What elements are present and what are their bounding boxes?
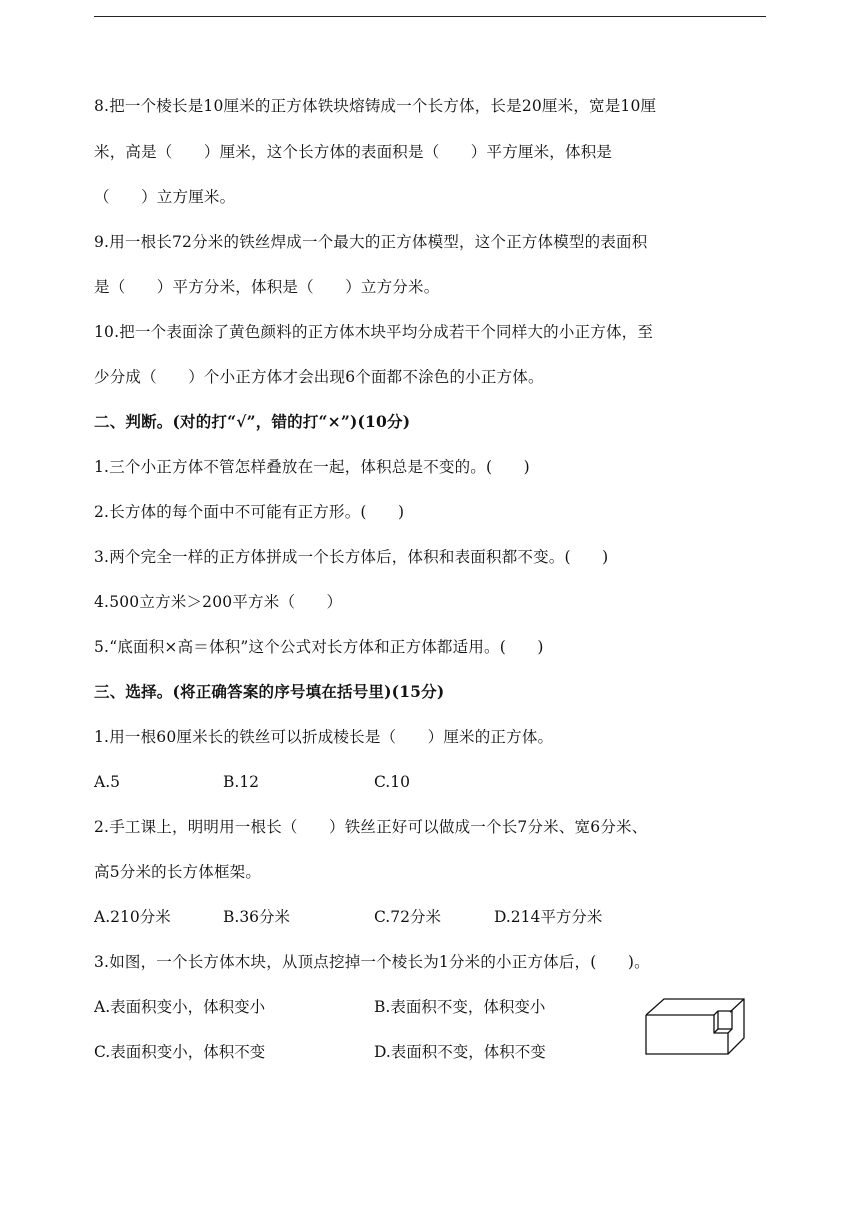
q10-line-1: 10.把一个表面涂了黄色颜料的正方体木块平均分成若干个同样大的小正方体，至 [94, 323, 654, 341]
cuboid-top-notch-edge [730, 999, 744, 1012]
notch-top-link [730, 1011, 732, 1012]
choice-q1: 1.用一根60厘米长的铁丝可以折成棱长是（ ）厘米的正方体。 [94, 728, 554, 746]
choice-q2-option-b: B.36分米 [223, 908, 291, 926]
choice-q1-option-b: B.12 [223, 773, 260, 791]
choice-q3-option-c: C.表面积变小，体积不变 [94, 1043, 266, 1061]
cuboid-top-right-outline [646, 999, 744, 1054]
judge-item-5: 5.“底面积×高＝体积”这个公式对长方体和正方体都适用。( ) [94, 638, 544, 656]
q9-line-2: 是（ ）平方分米，体积是（ ）立方分米。 [94, 278, 440, 296]
cuboid-front-outline [646, 1015, 728, 1054]
judge-item-3: 3.两个完全一样的正方体拼成一个长方体后，体积和表面积都不变。( ) [94, 548, 609, 566]
judge-item-1: 1.三个小正方体不管怎样叠放在一起，体积总是不变的。( ) [94, 458, 530, 476]
choice-q2-line-2: 高5分米的长方体框架。 [94, 863, 262, 881]
header-rule [94, 16, 766, 17]
choice-q3-option-b: B.表面积不变，体积变小 [374, 998, 546, 1016]
q8-line-3: （ ）立方厘米。 [94, 188, 236, 206]
choice-q3: 3.如图，一个长方体木块，从顶点挖掉一个棱长为1分米的小正方体后，( )。 [94, 953, 650, 971]
choice-q2-option-d: D.214平方分米 [494, 908, 603, 926]
q10-line-2: 少分成（ ）个小正方体才会出现6个面都不涂色的小正方体。 [94, 368, 544, 386]
choice-q1-option-c: C.10 [374, 773, 410, 791]
section2-heading: 二、判断。(对的打“√”，错的打“×”)(10分) [94, 412, 411, 431]
cuboid-figure [644, 996, 748, 1058]
judge-item-4: 4.500立方米＞200平方米（ ） [94, 593, 343, 611]
choice-q3-option-a: A.表面积变小，体积变小 [94, 998, 266, 1016]
choice-q2-line-1: 2.手工课上，明明用一根长（ ）铁丝正好可以做成一个长7分米、宽6分米、 [94, 818, 648, 836]
q8-line-1: 8.把一个棱长是10厘米的正方体铁块熔铸成一个长方体，长是20厘米，宽是10厘 [94, 97, 657, 115]
q8-line-2: 米，高是（ ）厘米，这个长方体的表面积是（ ）平方厘米，体积是 [94, 143, 613, 161]
choice-q2-option-a: A.210分米 [94, 908, 171, 926]
section3-heading: 三、选择。(将正确答案的序号填在括号里)(15分) [94, 682, 445, 701]
choice-q3-option-d: D.表面积不变，体积不变 [374, 1043, 546, 1061]
choice-q1-option-a: A.5 [94, 773, 120, 791]
judge-item-2: 2.长方体的每个面中不可能有正方形。( ) [94, 503, 405, 521]
choice-q2-option-c: C.72分米 [374, 908, 441, 926]
q9-line-1: 9.用一根长72分米的铁丝焊成一个最大的正方体模型，这个正方体模型的表面积 [94, 233, 648, 251]
